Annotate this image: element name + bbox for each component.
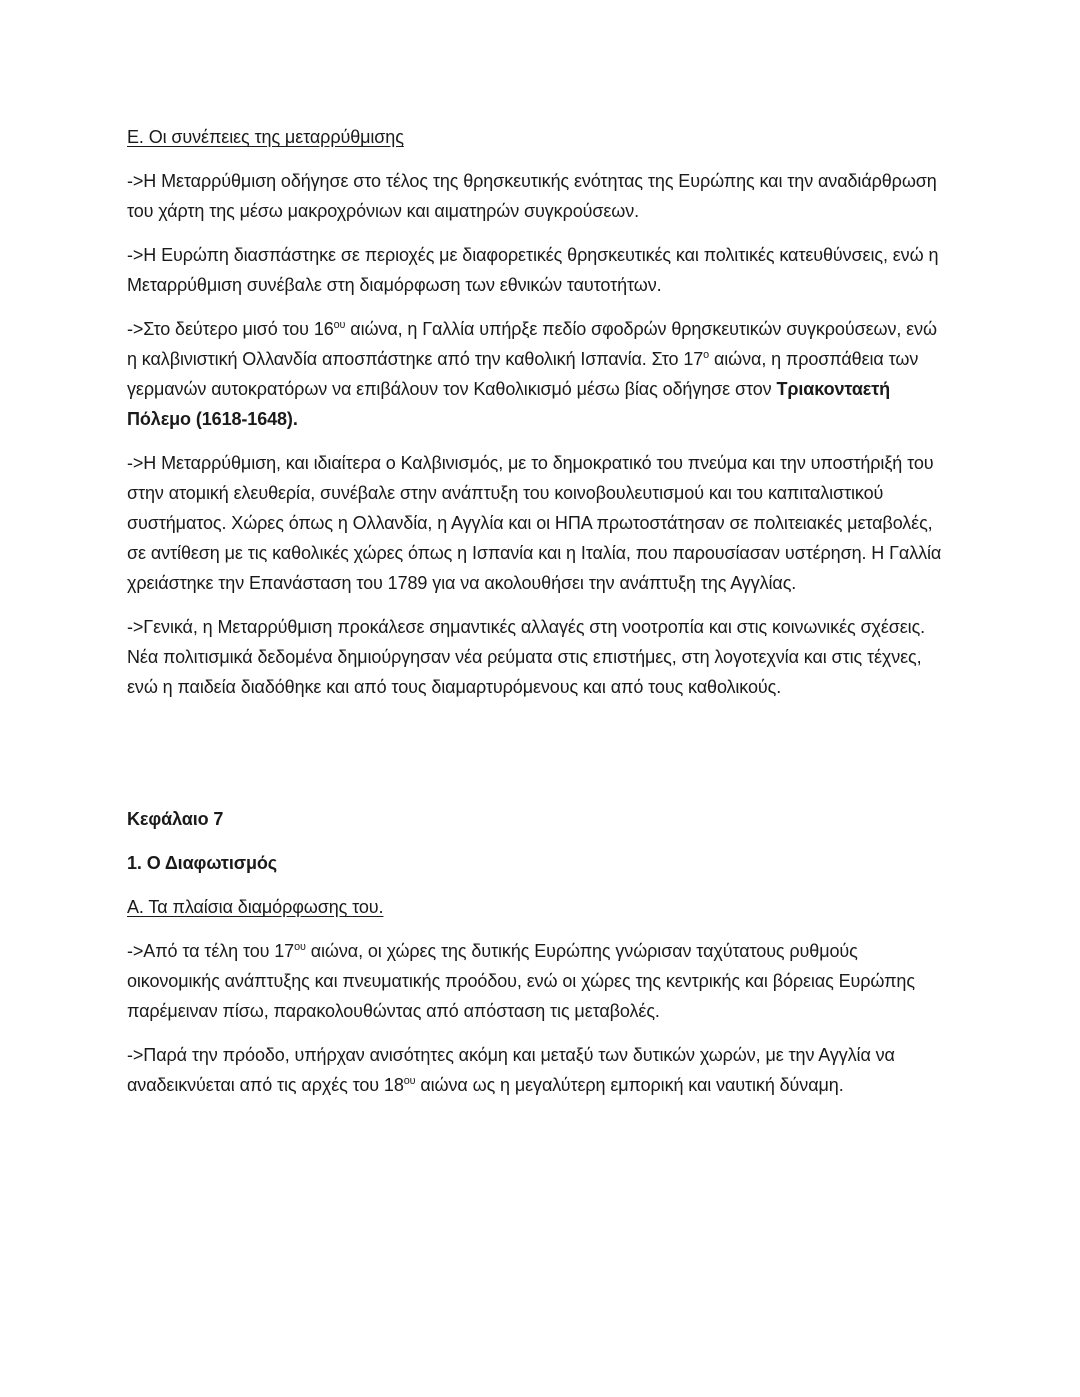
superscript-run: ου (333, 319, 346, 331)
text-run: αιώνα ως η μεγαλύτερη εμπορική και ναυτική δύναμη. (415, 1075, 844, 1095)
heading-chapter-7 (127, 804, 950, 834)
superscript-run: ου (294, 941, 306, 953)
text-run: ->Η Μεταρρύθμιση, και ιδιαίτερα ο Καλβινισμός, με το δημοκρατικό του πνεύμα και την υποστήριξή του στην ατομική ελευθερία, συνέβαλε στην ανάπτυξη του κοινοβουλευτισμού και του καπιταλιστικού συστήματος. Χώρες όπως η Ολλανδία, η Αγγλία και οι ΗΠΑ πρωτοστάτησαν σε πολιτειακές μεταβολές, σε αντίθεση με τις καθολικές χώρες όπως η Ισπανία και η Ιταλία, που παρουσίασαν υστέρηση. Η Γαλλία χρειάστηκε την Επανάσταση του 1789 για να ακολουθήσει την ανάπτυξη της Αγγλίας. (127, 453, 942, 593)
paragraph-religious-wars (127, 314, 950, 434)
text-run: ->Η Ευρώπη διασπάστηκε σε περιοχές με διαφορετικές θρησκευτικές και πολιτικές κατευθύνσεις, ενώ η Μεταρρύθμιση συνέβαλε στη διαμόρφωση των εθνικών ταυτοτήτων. (127, 245, 939, 295)
text-run: αιώνα, οι χώρες της δυτικής Ευρώπης γνώρισαν ταχύτατους ρυθμούς οικονομικής ανάπτυξης και πνευματικής προόδου, ενώ οι χώρες της κεντρικής και βόρειας Ευρώπης παρέμειναν πίσω, παρακολουθώντας από απόσταση τις μεταβολές. (127, 941, 915, 1021)
superscript-run: ο (703, 349, 710, 361)
paragraph-religious-unity-end (127, 166, 950, 226)
paragraph-general-changes (127, 612, 950, 702)
text-run: Α. Τα πλαίσια διαμόρφωσης του. (127, 897, 384, 917)
superscript-run: ου (403, 1075, 416, 1087)
blank-lines (127, 716, 950, 804)
text-run: αιώνα, η Γαλλία υπήρξε πεδίο σφοδρών θρησκευτικών συγκρούσεων, ενώ η καλβινιστική Ολλανδία αποσπάστηκε από την καθολική Ισπανία. Στο 17 (127, 319, 937, 369)
text-run: Ε. Οι συνέπειες της μεταρρύθμισης (127, 127, 404, 147)
text-run: ->Παρά την πρόοδο, υπήρχαν ανισότητες ακόμη και μεταξύ των δυτικών χωρών, με την Αγγλία να αναδεικνύεται από τις αρχές του 18 (127, 1045, 895, 1095)
document-body (127, 122, 950, 1114)
bold-run: Τριακονταετή Πόλεμο (1618-1648). (127, 379, 891, 429)
paragraph-europe-division (127, 240, 950, 300)
heading-enlightenment (127, 848, 950, 878)
text-run: ->Στο δεύτερο μισό του 16 (127, 319, 334, 339)
text-run: 1. Ο Διαφωτισμός (127, 853, 278, 873)
text-run: ->Από τα τέλη του 17 (127, 941, 295, 961)
heading-formation-context (127, 892, 950, 922)
text-run: αιώνα, η προσπάθεια των γερμανών αυτοκρατόρων να επιβάλουν τον Καθολικισμό μέσω βίας οδήγησε στον (127, 349, 919, 399)
heading-consequences-of-reformation (127, 122, 950, 152)
text-run: ->Γενικά, η Μεταρρύθμιση προκάλεσε σημαντικές αλλαγές στη νοοτροπία και στις κοινωνικές σχέσεις. Νέα πολιτισμικά δεδομένα δημιούργησαν νέα ρεύματα στις επιστήμες, στη λογοτεχνία και στις τέχνες, ενώ η παιδεία διαδόθηκε και από τους διαμαρτυρόμενους και από τους καθολικούς. (127, 617, 926, 697)
paragraph-calvinism-parliamentarism (127, 448, 950, 598)
text-run: Κεφάλαιο 7 (127, 809, 224, 829)
paragraph-western-europe-growth (127, 936, 950, 1026)
paragraph-inequalities-england (127, 1040, 950, 1100)
text-run: ->Η Μεταρρύθμιση οδήγησε στο τέλος της θρησκευτικής ενότητας της Ευρώπης και την αναδιάρθρωση του χάρτη της μέσω μακροχρόνιων και αιματηρών συγκρούσεων. (127, 171, 937, 221)
